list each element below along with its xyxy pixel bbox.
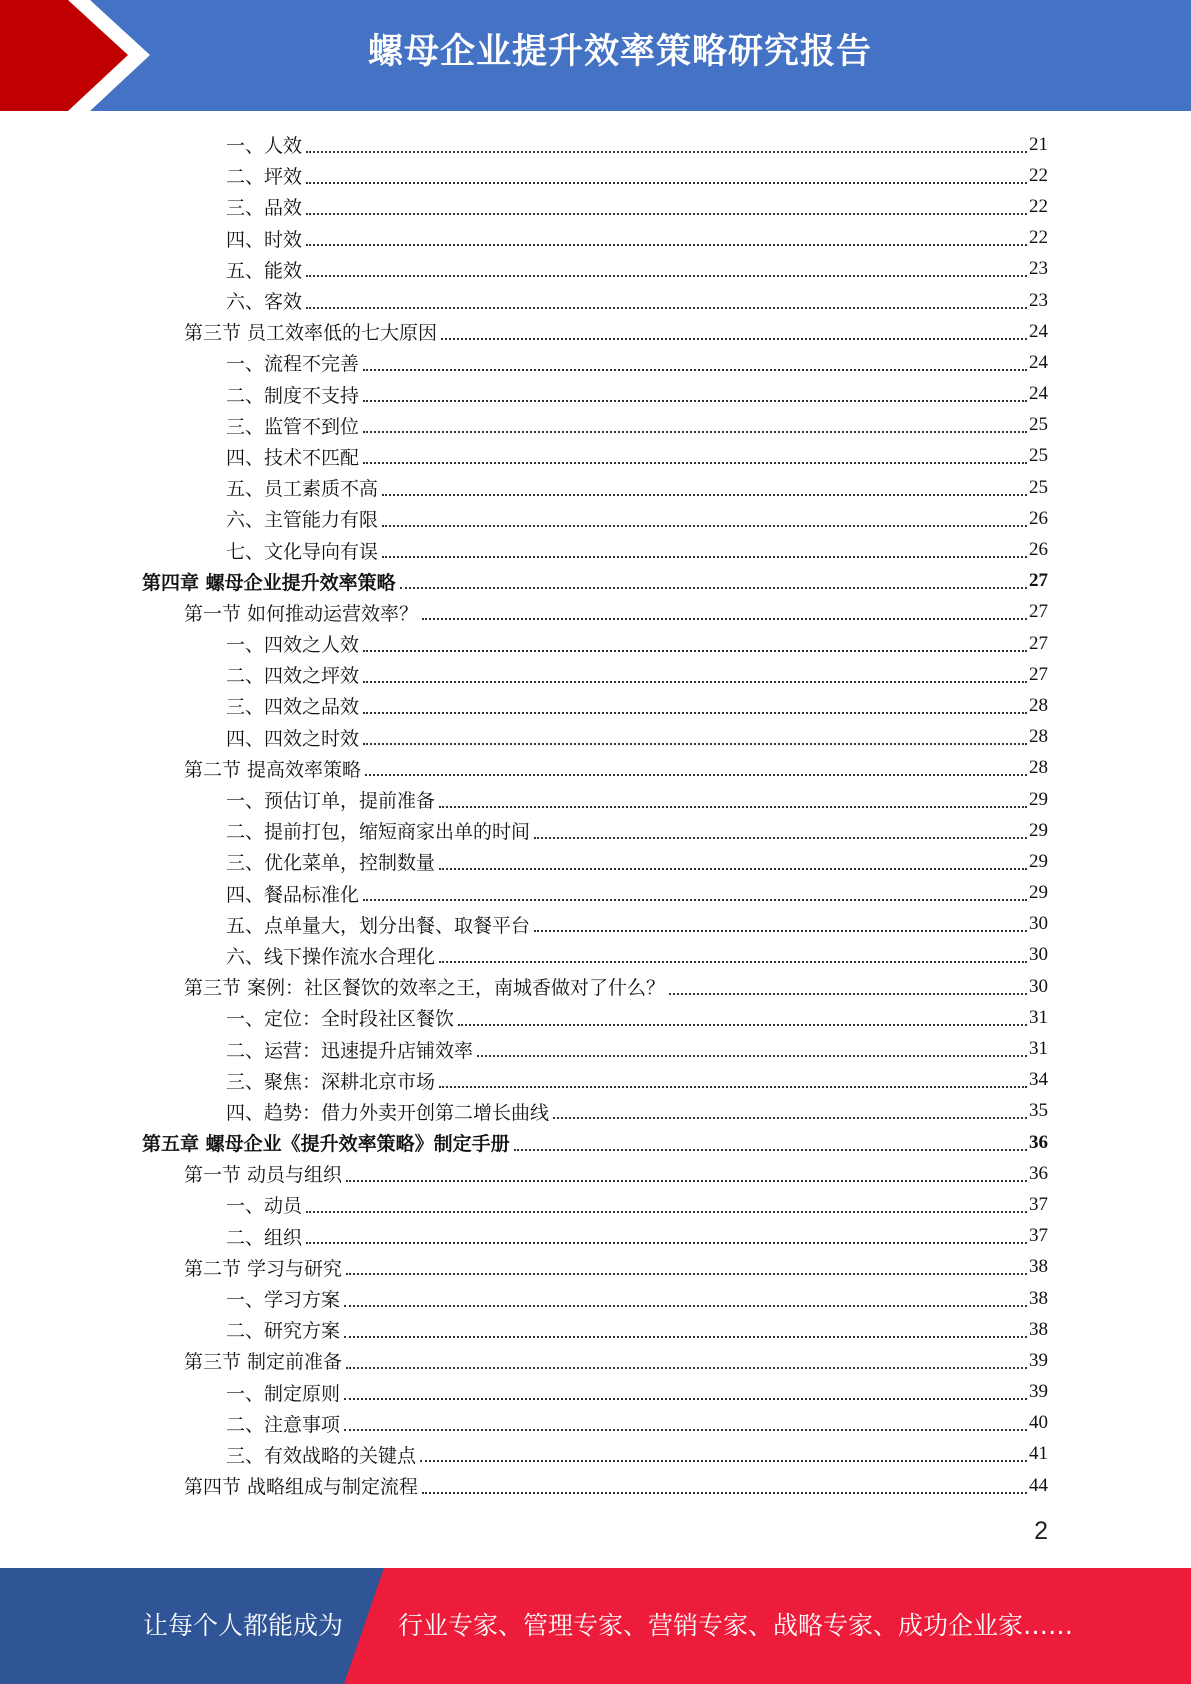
toc-entry-title: 二、注意事项 [226,1413,341,1436]
toc-entry[interactable] [0,1283,1191,1314]
toc-entry[interactable] [0,909,1191,940]
toc-entry-title: 一、动员 [226,1195,303,1218]
toc-entry-page: 24 [1029,351,1048,373]
toc-entry[interactable] [0,1033,1191,1064]
toc-entry-page: 22 [1029,227,1048,249]
toc-entry-page: 26 [1029,539,1048,561]
toc-entry-title: 一、制定原则 [226,1382,341,1405]
toc-entry[interactable] [0,223,1191,254]
toc-entry[interactable] [0,815,1191,846]
toc-entry-title: 第一节 如何推动运营效率？ [184,602,419,625]
toc-entry-page: 27 [1029,570,1048,592]
toc-dot-leader [382,525,1027,527]
toc-entry-title: 二、运营：迅速提升店铺效率 [226,1039,474,1062]
toc-entry-page: 29 [1029,788,1048,810]
toc-entry-title: 一、学习方案 [226,1289,341,1312]
toc-entry-title: 第三节 员工效率低的七大原因 [184,322,438,345]
toc-dot-leader [534,837,1027,839]
toc-dot-leader [306,1242,1027,1244]
toc-entry-page: 27 [1029,632,1048,654]
toc-dot-leader [439,806,1027,808]
toc-entry-title: 三、聚焦：深耕北京市场 [226,1070,436,1093]
toc-entry-page: 30 [1029,944,1048,966]
toc-entry-title: 五、员工素质不高 [226,478,379,501]
toc-entry-page: 44 [1029,1474,1048,1496]
toc-entry-title: 二、提前打包，缩短商家出单的时间 [226,821,531,844]
toc-dot-leader [363,650,1027,652]
toc-dot-leader [363,462,1027,464]
toc-entry[interactable] [0,1314,1191,1345]
toc-entry-title: 第五章 螺母企业《提升效率策略》制定手册 [142,1133,510,1156]
toc-entry[interactable] [0,472,1191,503]
toc-entry[interactable] [0,784,1191,815]
toc-entry-page: 31 [1029,1038,1048,1060]
toc-entry[interactable] [0,878,1191,909]
toc-dot-leader [363,431,1027,433]
toc-entry-page: 25 [1029,414,1048,436]
toc-dot-leader [363,712,1027,714]
toc-dot-leader [363,369,1027,371]
toc-dot-leader [400,587,1027,589]
toc-dot-leader [553,1117,1027,1119]
toc-entry-page: 37 [1029,1225,1048,1247]
toc-entry-title: 六、主管能力有限 [226,509,379,532]
toc-entry-title: 四、技术不匹配 [226,446,360,469]
toc-entry-title: 七、文化导向有误 [226,540,379,563]
toc-entry[interactable] [0,1408,1191,1439]
toc-entry-title: 五、能效 [226,259,303,282]
toc-entry[interactable] [0,1002,1191,1033]
footer-slogan-right: 行业专家、管理专家、营销专家、战略专家、成功企业家…… [398,1611,1074,1640]
page-header [0,0,1191,111]
toc-entry-page: 29 [1029,882,1048,904]
toc-dot-leader [344,1429,1027,1431]
toc-entry-title: 三、优化菜单，控制数量 [226,852,436,875]
toc-entry-page: 29 [1029,850,1048,872]
toc-dot-leader [306,1211,1027,1213]
toc-entry[interactable] [0,534,1191,565]
toc-entry-title: 一、人效 [226,135,303,158]
toc-entry-title: 第四节 战略组成与制定流程 [184,1476,419,1499]
toc-entry-page: 27 [1029,663,1048,685]
toc-entry-page: 22 [1029,195,1048,217]
header-title: 螺母企业提升效率策略研究报告 [367,32,872,72]
toc-dot-leader [382,556,1027,558]
toc-entry-page: 30 [1029,913,1048,935]
toc-dot-leader [344,1305,1027,1307]
toc-entry[interactable] [0,753,1191,784]
toc-entry[interactable] [0,379,1191,410]
toc-dot-leader [344,1398,1027,1400]
toc-entry[interactable] [0,316,1191,347]
toc-entry-page: 28 [1029,757,1048,779]
toc-dot-leader [306,275,1027,277]
toc-entry-title: 六、线下操作流水合理化 [226,945,436,968]
toc-entry-page: 38 [1029,1256,1048,1278]
footer-slogan-left: 让每个人都能成为 [143,1611,344,1640]
toc-entry[interactable] [0,1221,1191,1252]
toc-dot-leader [306,307,1027,309]
toc-entry-title: 一、四效之人效 [226,634,360,657]
toc-dot-leader [363,743,1027,745]
toc-entry[interactable] [0,597,1191,628]
toc-entry[interactable] [0,628,1191,659]
toc-entry-page: 28 [1029,726,1048,748]
toc-dot-leader [306,213,1027,215]
toc-entry[interactable] [0,285,1191,316]
toc-dot-leader [346,1367,1027,1369]
toc-entry-title: 四、餐品标准化 [226,883,360,906]
toc-dot-leader [458,1024,1027,1026]
toc-dot-leader [422,1492,1027,1494]
toc-entry-title: 二、研究方案 [226,1320,341,1343]
toc-entry-page: 30 [1029,975,1048,997]
toc-entry[interactable] [0,1189,1191,1220]
toc-entry[interactable] [0,566,1191,597]
toc-entry-page: 25 [1029,476,1048,498]
toc-entry[interactable] [0,347,1191,378]
toc-entry[interactable] [0,1127,1191,1158]
toc-dot-leader [420,1460,1027,1462]
toc-entry[interactable] [0,722,1191,753]
table-of-contents [0,129,1191,1501]
toc-dot-leader [382,494,1027,496]
toc-entry[interactable] [0,503,1191,534]
toc-entry-title: 三、监管不到位 [226,415,360,438]
page-number: 2 [1034,1517,1048,1545]
toc-dot-leader [346,1273,1027,1275]
toc-dot-leader [439,961,1027,963]
toc-entry-page: 24 [1029,383,1048,405]
toc-entry-title: 五、点单量大，划分出餐、取餐平台 [226,914,531,937]
toc-entry-page: 25 [1029,445,1048,467]
toc-entry-title: 二、组织 [226,1226,303,1249]
toc-dot-leader [422,618,1027,620]
toc-dot-leader [441,338,1027,340]
toc-entry-title: 二、四效之坪效 [226,665,360,688]
toc-entry-title: 三、品效 [226,197,303,220]
toc-entry-page: 39 [1029,1349,1048,1371]
toc-entry[interactable] [0,1096,1191,1127]
toc-entry-page: 22 [1029,164,1048,186]
toc-entry-page: 31 [1029,1006,1048,1028]
toc-dot-leader [477,1055,1027,1057]
toc-dot-leader [669,993,1027,995]
toc-entry-title: 第三节 案例：社区餐饮的效率之王，南城香做对了什么？ [184,977,666,1000]
toc-entry-page: 36 [1029,1162,1048,1184]
toc-entry[interactable] [0,1065,1191,1096]
toc-entry-page: 35 [1029,1100,1048,1122]
toc-entry-page: 34 [1029,1069,1048,1091]
toc-entry-page: 27 [1029,601,1048,623]
toc-entry-title: 第一节 动员与组织 [184,1164,343,1187]
toc-dot-leader [365,774,1027,776]
toc-entry-page: 39 [1029,1381,1048,1403]
toc-entry-title: 一、定位：全时段社区餐饮 [226,1008,455,1031]
toc-entry-title: 四、趋势：借力外卖开创第二增长曲线 [226,1101,550,1124]
toc-entry-page: 21 [1029,133,1048,155]
toc-entry-title: 第四章 螺母企业提升效率策略 [142,571,396,594]
toc-entry[interactable] [0,410,1191,441]
toc-dot-leader [439,868,1027,870]
toc-entry[interactable] [0,160,1191,191]
page-footer [0,1568,1191,1684]
toc-entry-title: 三、四效之品效 [226,696,360,719]
toc-entry[interactable] [0,846,1191,877]
toc-dot-leader [306,244,1027,246]
toc-entry[interactable] [0,1470,1191,1501]
toc-entry[interactable] [0,659,1191,690]
toc-dot-leader [514,1149,1027,1151]
toc-entry[interactable] [0,971,1191,1002]
toc-dot-leader [306,182,1027,184]
toc-entry-title: 四、时效 [226,228,303,251]
toc-entry-page: 24 [1029,320,1048,342]
toc-dot-leader [344,1336,1027,1338]
toc-entry-title: 二、制度不支持 [226,384,360,407]
header-red-chevron [0,0,128,111]
toc-dot-leader [363,681,1027,683]
toc-entry-page: 23 [1029,289,1048,311]
toc-entry[interactable] [0,129,1191,160]
toc-dot-leader [363,400,1027,402]
toc-entry-title: 第三节 制定前准备 [184,1351,343,1374]
toc-entry[interactable] [0,940,1191,971]
toc-dot-leader [306,151,1027,153]
toc-entry[interactable] [0,1377,1191,1408]
toc-entry-title: 一、流程不完善 [226,353,360,376]
toc-dot-leader [363,899,1027,901]
toc-entry-page: 29 [1029,819,1048,841]
toc-entry[interactable] [0,191,1191,222]
toc-dot-leader [346,1180,1027,1182]
toc-entry-title: 一、预估订单，提前准备 [226,790,436,813]
toc-entry-page: 26 [1029,507,1048,529]
toc-entry[interactable] [0,254,1191,285]
toc-entry[interactable] [0,690,1191,721]
toc-entry-page: 28 [1029,694,1048,716]
toc-entry[interactable] [0,441,1191,472]
toc-entry-page: 40 [1029,1412,1048,1434]
toc-entry[interactable] [0,1345,1191,1376]
toc-entry-title: 二、坪效 [226,166,303,189]
toc-entry[interactable] [0,1439,1191,1470]
toc-entry-page: 37 [1029,1193,1048,1215]
toc-entry-page: 38 [1029,1318,1048,1340]
toc-dot-leader [534,930,1027,932]
toc-entry-title: 六、客效 [226,291,303,314]
toc-entry-title: 第二节 学习与研究 [184,1257,343,1280]
toc-entry-title: 四、四效之时效 [226,727,360,750]
toc-entry-page: 36 [1029,1131,1048,1153]
toc-entry-title: 三、有效战略的关键点 [226,1444,417,1467]
toc-entry-page: 41 [1029,1443,1048,1465]
toc-entry-page: 23 [1029,258,1048,280]
toc-entry-page: 38 [1029,1287,1048,1309]
toc-entry-title: 第二节 提高效率策略 [184,758,362,781]
toc-entry[interactable] [0,1158,1191,1189]
toc-entry[interactable] [0,1252,1191,1283]
toc-dot-leader [439,1086,1027,1088]
